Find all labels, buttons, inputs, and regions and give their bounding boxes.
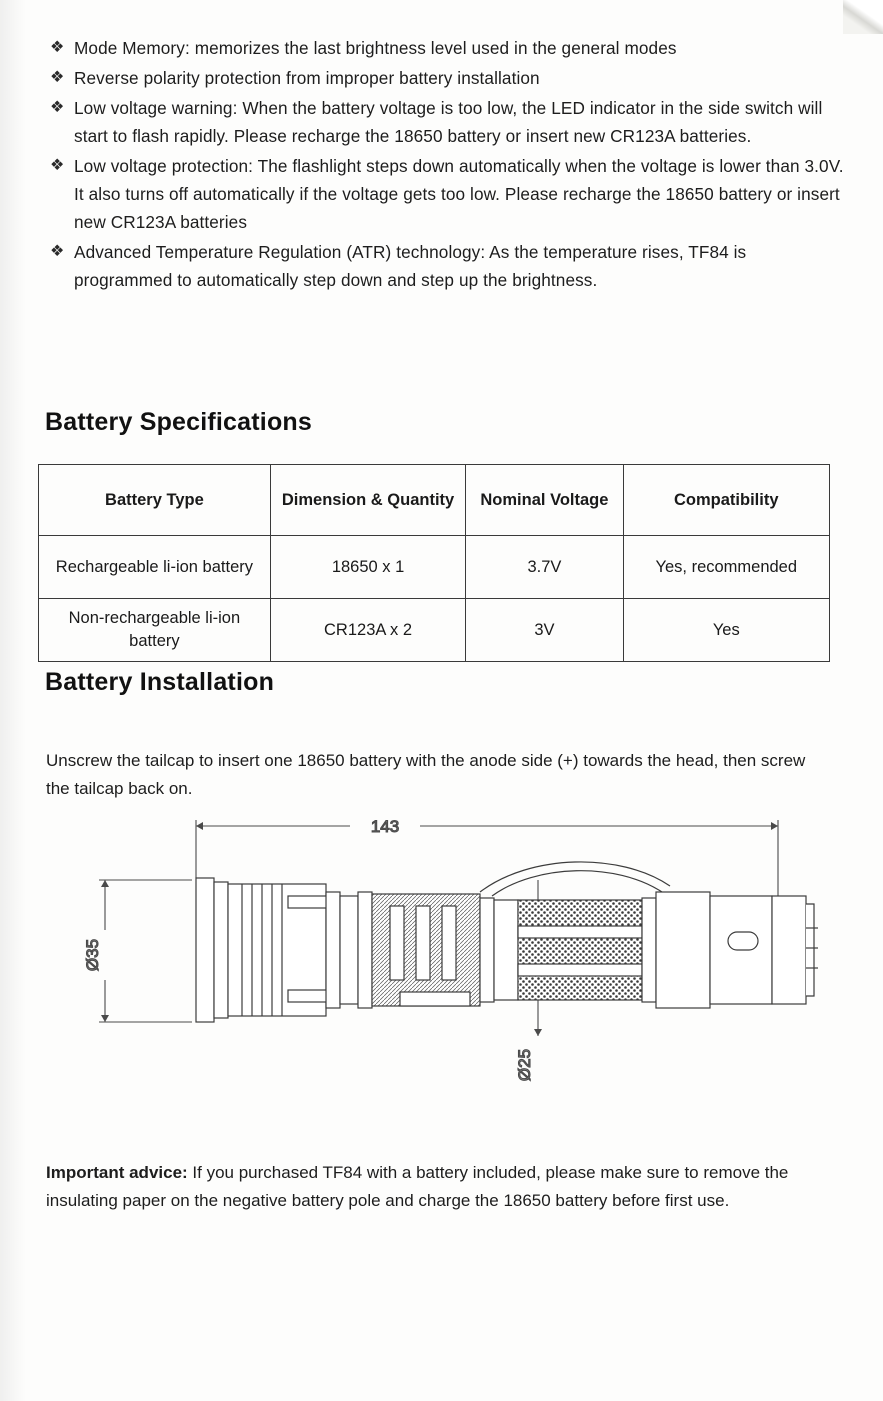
list-item <box>44 64 844 92</box>
important-advice-paragraph <box>46 1159 826 1215</box>
list-item <box>44 152 844 236</box>
table-header-row <box>39 465 830 536</box>
svg-text:143: 143 <box>370 817 400 836</box>
column-header-compatibility: Compatibility <box>623 465 829 536</box>
cell-dimension: CR123A x 2 <box>270 599 465 662</box>
list-item <box>44 238 844 294</box>
battery-installation-heading: Battery Installation <box>45 668 275 696</box>
list-item <box>44 34 844 62</box>
cell-compatibility: Yes <box>623 599 829 662</box>
cell-compatibility: Yes, recommended <box>623 536 829 599</box>
list-item-text: Advanced Temperature Regulation (ATR) technology: As the temperature rises, TF84 is programmed to automatically step down and step up the brightness. <box>74 242 747 290</box>
flashlight-dimension-diagram <box>60 800 830 1110</box>
list-item-text: Low voltage protection: The flashlight steps down automatically when the voltage is lower than 3.0V. It also turns off automatically if the voltage gets too low. Please recharge the 18650 battery or insert new CR123A batteries <box>74 156 844 232</box>
bullet-diamond-icon: ❖ <box>50 157 65 174</box>
battery-specifications-table <box>38 464 830 662</box>
important-advice-text: If you purchased TF84 with a battery included, please make sure to remove the insulating paper on the negative battery pole and charge the 18650 battery before first use. <box>46 1163 789 1210</box>
battery-installation-paragraph: Unscrew the tailcap to insert one 18650 battery with the anode side (+) towards the head, then screw the tailcap back on. <box>46 751 806 798</box>
list-item-text: Reverse polarity protection from improper battery installation <box>74 68 540 88</box>
cell-battery-type: Rechargeable li-ion battery <box>39 536 271 599</box>
bullet-diamond-icon: ❖ <box>50 99 65 116</box>
cell-dimension: 18650 x 1 <box>270 536 465 599</box>
cell-voltage: 3.7V <box>466 536 623 599</box>
column-header-battery-type: Battery Type <box>39 465 271 536</box>
svg-text:Ø35: Ø35 <box>83 938 102 972</box>
svg-text:Ø25: Ø25 <box>515 1048 534 1082</box>
bullet-diamond-icon: ❖ <box>50 243 65 260</box>
bullet-diamond-icon: ❖ <box>50 39 65 56</box>
cell-voltage: 3V <box>466 599 623 662</box>
list-item <box>44 94 844 150</box>
cell-battery-type: Non-rechargeable li-ion battery <box>39 599 271 662</box>
column-header-dimension-quantity: Dimension & Quantity <box>270 465 465 536</box>
list-item-text: Mode Memory: memorizes the last brightness level used in the general modes <box>74 38 677 58</box>
battery-specifications-heading: Battery Specifications <box>45 408 312 436</box>
feature-bullet-list <box>44 34 844 296</box>
column-header-nominal-voltage: Nominal Voltage <box>466 465 623 536</box>
list-item-text: Low voltage warning: When the battery voltage is too low, the LED indicator in the side switch will start to flash rapidly. Please recharge the 18650 battery or insert new CR123A batteries. <box>74 98 823 146</box>
table-row <box>39 536 830 599</box>
table-row <box>39 599 830 662</box>
important-advice-label: Important advice: <box>46 1163 188 1182</box>
bullet-diamond-icon: ❖ <box>50 69 65 86</box>
